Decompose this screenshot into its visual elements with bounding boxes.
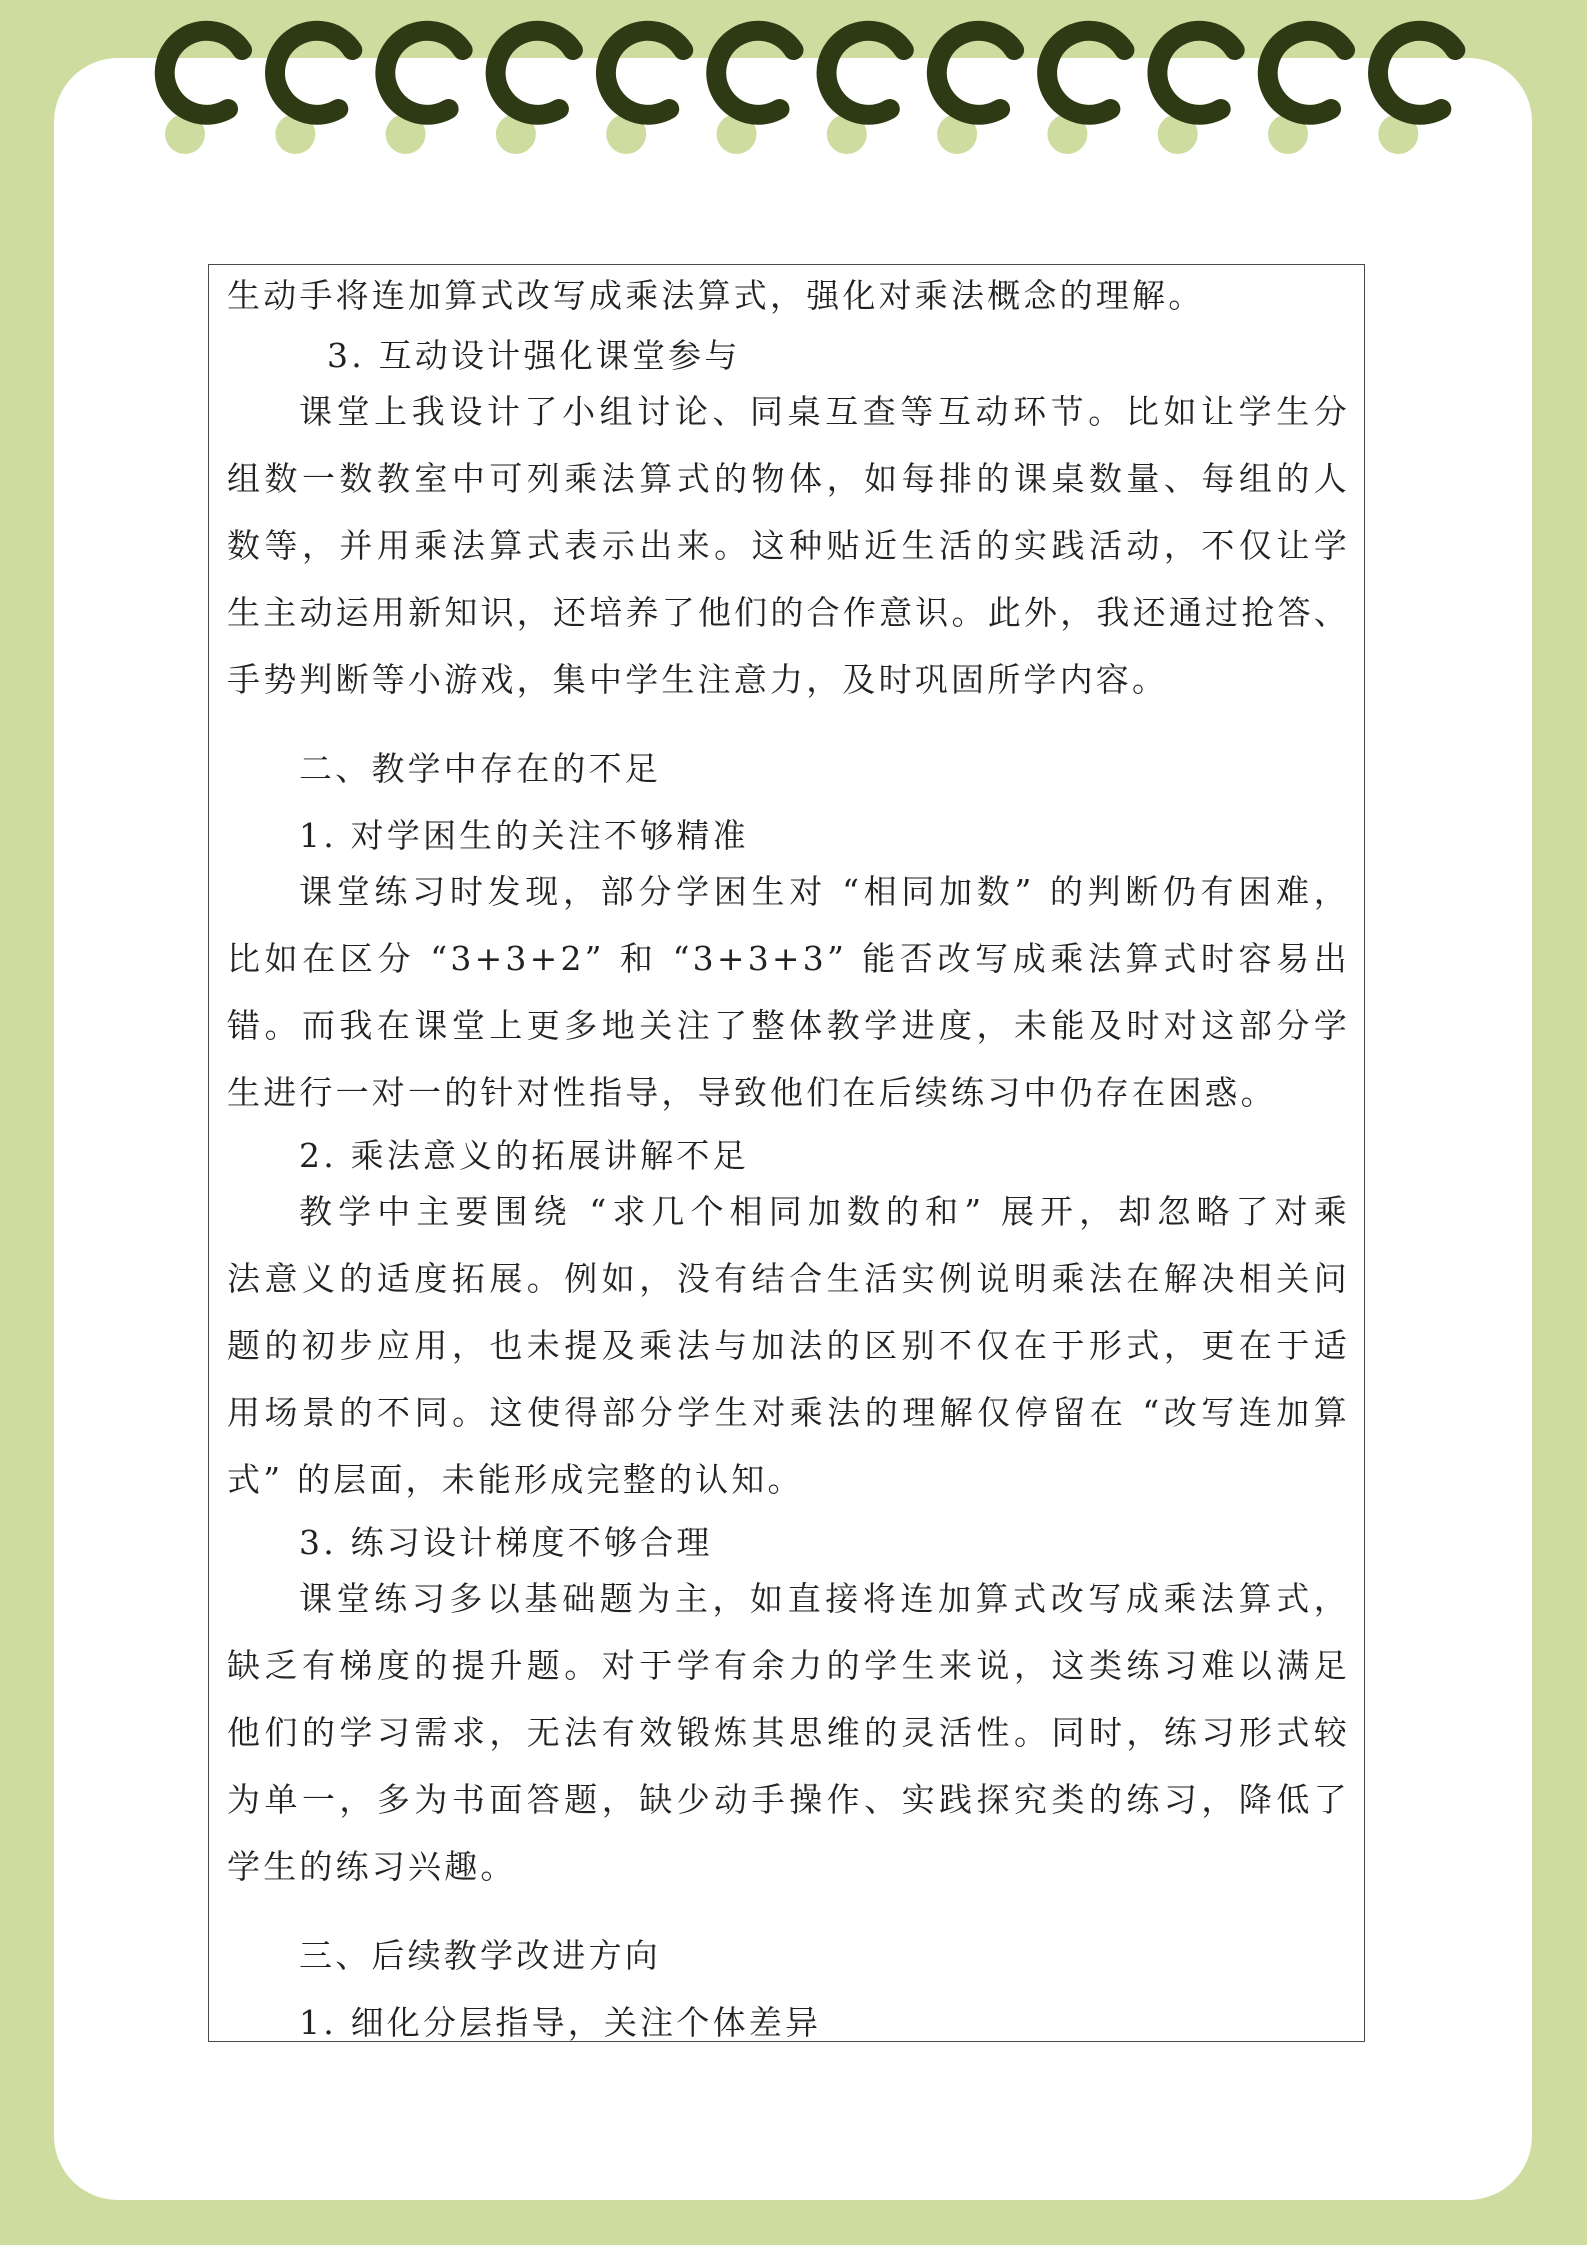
text-line: 错。而我在课堂上更多地关注了整体教学进度，未能及时对这部分学: [227, 1006, 1350, 1045]
text-line: 题的初步应用，也未提及乘法与加法的区别不仅在于形式，更在于适: [227, 1326, 1350, 1365]
text-line: 比如在区分 “3+3+2” 和 “3+3+3” 能否改写成乘法算式时容易出: [227, 939, 1350, 978]
text-line: 生主动运用新知识，还培养了他们的合作意识。此外，我还通过抢答、: [227, 593, 1350, 632]
text-line: 为单一，多为书面答题，缺少动手操作、实践探究类的练习，降低了: [227, 1780, 1350, 1819]
section-heading: 1. 对学困生的关注不够精准: [299, 816, 749, 855]
text-line: 组数一数教室中可列乘法算式的物体，如每排的课桌数量、每组的人: [227, 459, 1350, 498]
text-line: 学生的练习兴趣。: [227, 1847, 517, 1886]
spiral-ring: [496, 31, 573, 115]
text-line: 生进行一对一的针对性指导，导致他们在后续练习中仍存在困惑。: [227, 1073, 1277, 1112]
spiral-ring: [827, 31, 904, 115]
spiral-ring: [1047, 31, 1124, 115]
spiral-ring: [385, 31, 462, 115]
section-heading: 1. 细化分层指导，关注个体差异: [299, 2003, 822, 2042]
section-heading: 3. 练习设计梯度不够合理: [299, 1523, 713, 1562]
text-line: 课堂上我设计了小组讨论、同桌互查等互动环节。比如让学生分: [299, 392, 1350, 431]
text-line: 用场景的不同。这使得部分学生对乘法的理解仅停留在 “改写连加算: [227, 1393, 1350, 1432]
text-content-box: [208, 264, 1365, 2042]
spiral-ring: [606, 31, 683, 115]
spiral-ring: [1157, 31, 1234, 115]
text-line: 教学中主要围绕 “求几个相同加数的和” 展开，却忽略了对乘: [299, 1192, 1350, 1231]
spiral-binding: [0, 0, 1587, 170]
spiral-ring: [1378, 31, 1455, 115]
text-line: 他们的学习需求，无法有效锻炼其思维的灵活性。同时，练习形式较: [227, 1713, 1350, 1752]
spiral-ring: [275, 31, 352, 115]
text-line: 生动手将连加算式改写成乘法算式，强化对乘法概念的理解。: [227, 276, 1205, 315]
text-line: 手势判断等小游戏，集中学生注意力，及时巩固所学内容。: [227, 660, 1169, 699]
spiral-ring: [165, 31, 242, 115]
spiral-ring: [1268, 31, 1345, 115]
text-line: 数等，并用乘法算式表示出来。这种贴近生活的实践活动，不仅让学: [227, 526, 1350, 565]
text-line: 课堂练习多以基础题为主，如直接将连加算式改写成乘法算式，: [299, 1579, 1350, 1618]
text-line: 式” 的层面，未能形成完整的认知。: [227, 1460, 804, 1499]
text-line: 缺乏有梯度的提升题。对于学有余力的学生来说，这类练习难以满足: [227, 1646, 1350, 1685]
section-heading: 二、教学中存在的不足: [299, 749, 661, 788]
text-line: 课堂练习时发现，部分学困生对 “相同加数” 的判断仍有困难，: [299, 872, 1350, 911]
section-heading: 三、后续教学改进方向: [299, 1936, 661, 1975]
text-line: 法意义的适度拓展。例如，没有结合生活实例说明乘法在解决相关问: [227, 1259, 1350, 1298]
section-heading: 2. 乘法意义的拓展讲解不足: [299, 1136, 749, 1175]
spiral-ring: [937, 31, 1014, 115]
spiral-ring: [716, 31, 793, 115]
section-heading: 3. 互动设计强化课堂参与: [327, 336, 741, 375]
